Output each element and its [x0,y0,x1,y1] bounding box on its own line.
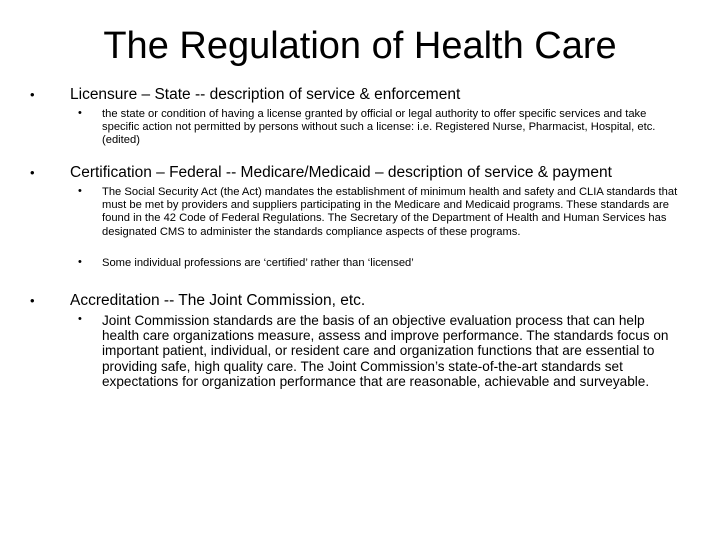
slide-title: The Regulation of Health Care [103,25,617,67]
bullet-marker: • [78,313,82,325]
sub-bullet-social-security-act [78,185,682,239]
sub-bullet-text: Some individual professions are ‘certified’ rather than ‘licensed’ [102,257,414,269]
bullet-marker: • [78,107,82,119]
bullet-marker: • [78,185,82,197]
bullet-heading-certification: Certification – Federal -- Medicare/Medicaid – description of service & payment [70,164,612,181]
sub-bullet-text: the state or condition of having a license granted by official or legal authority to offer specific services and take specific action not permitted by persons without such a license: i.e. Registered Nurse, Pharmacist, Hospital, etc. (edited) [102,108,656,147]
sub-bullet-joint-commission [78,313,677,389]
bullet-heading-accreditation: Accreditation -- The Joint Commission, etc. [70,292,366,309]
sub-bullet-licensure-definition [78,107,682,148]
bullet-certification [30,164,690,182]
sub-bullet-text: The Social Security Act (the Act) mandates the establishment of minimum health and safety and CLIA standards that must be met by providers and suppliers participating in the Medicare and Medicaid programs. These standards are found in the 42 Code of Federal Regulations. The Secretary of the Department of Health and Human Services has designated CMS to administer the standards compliance aspects of these programs. [102,186,678,238]
bullet-licensure [30,86,690,104]
bullet-accreditation [30,292,690,310]
bullet-heading-licensure: Licensure – State -- description of service & enforcement [70,86,461,103]
bullet-marker: • [30,87,35,102]
bullet-marker: • [78,256,82,268]
sub-bullet-certified-professions [78,256,682,270]
bullet-marker: • [30,165,35,180]
bullet-marker: • [30,293,35,308]
sub-bullet-text: Joint Commission standards are the basis of an objective evaluation process that can help health care organizations measure, assess and improve performance. The standards focus on important patient, individual, or resident care and organization functions that are essential to providing safe, high quality care. The Joint Commission’s state-of-the-art standards set expectations for organization performance that are reasonable, achievable and surveyable. [102,313,669,389]
